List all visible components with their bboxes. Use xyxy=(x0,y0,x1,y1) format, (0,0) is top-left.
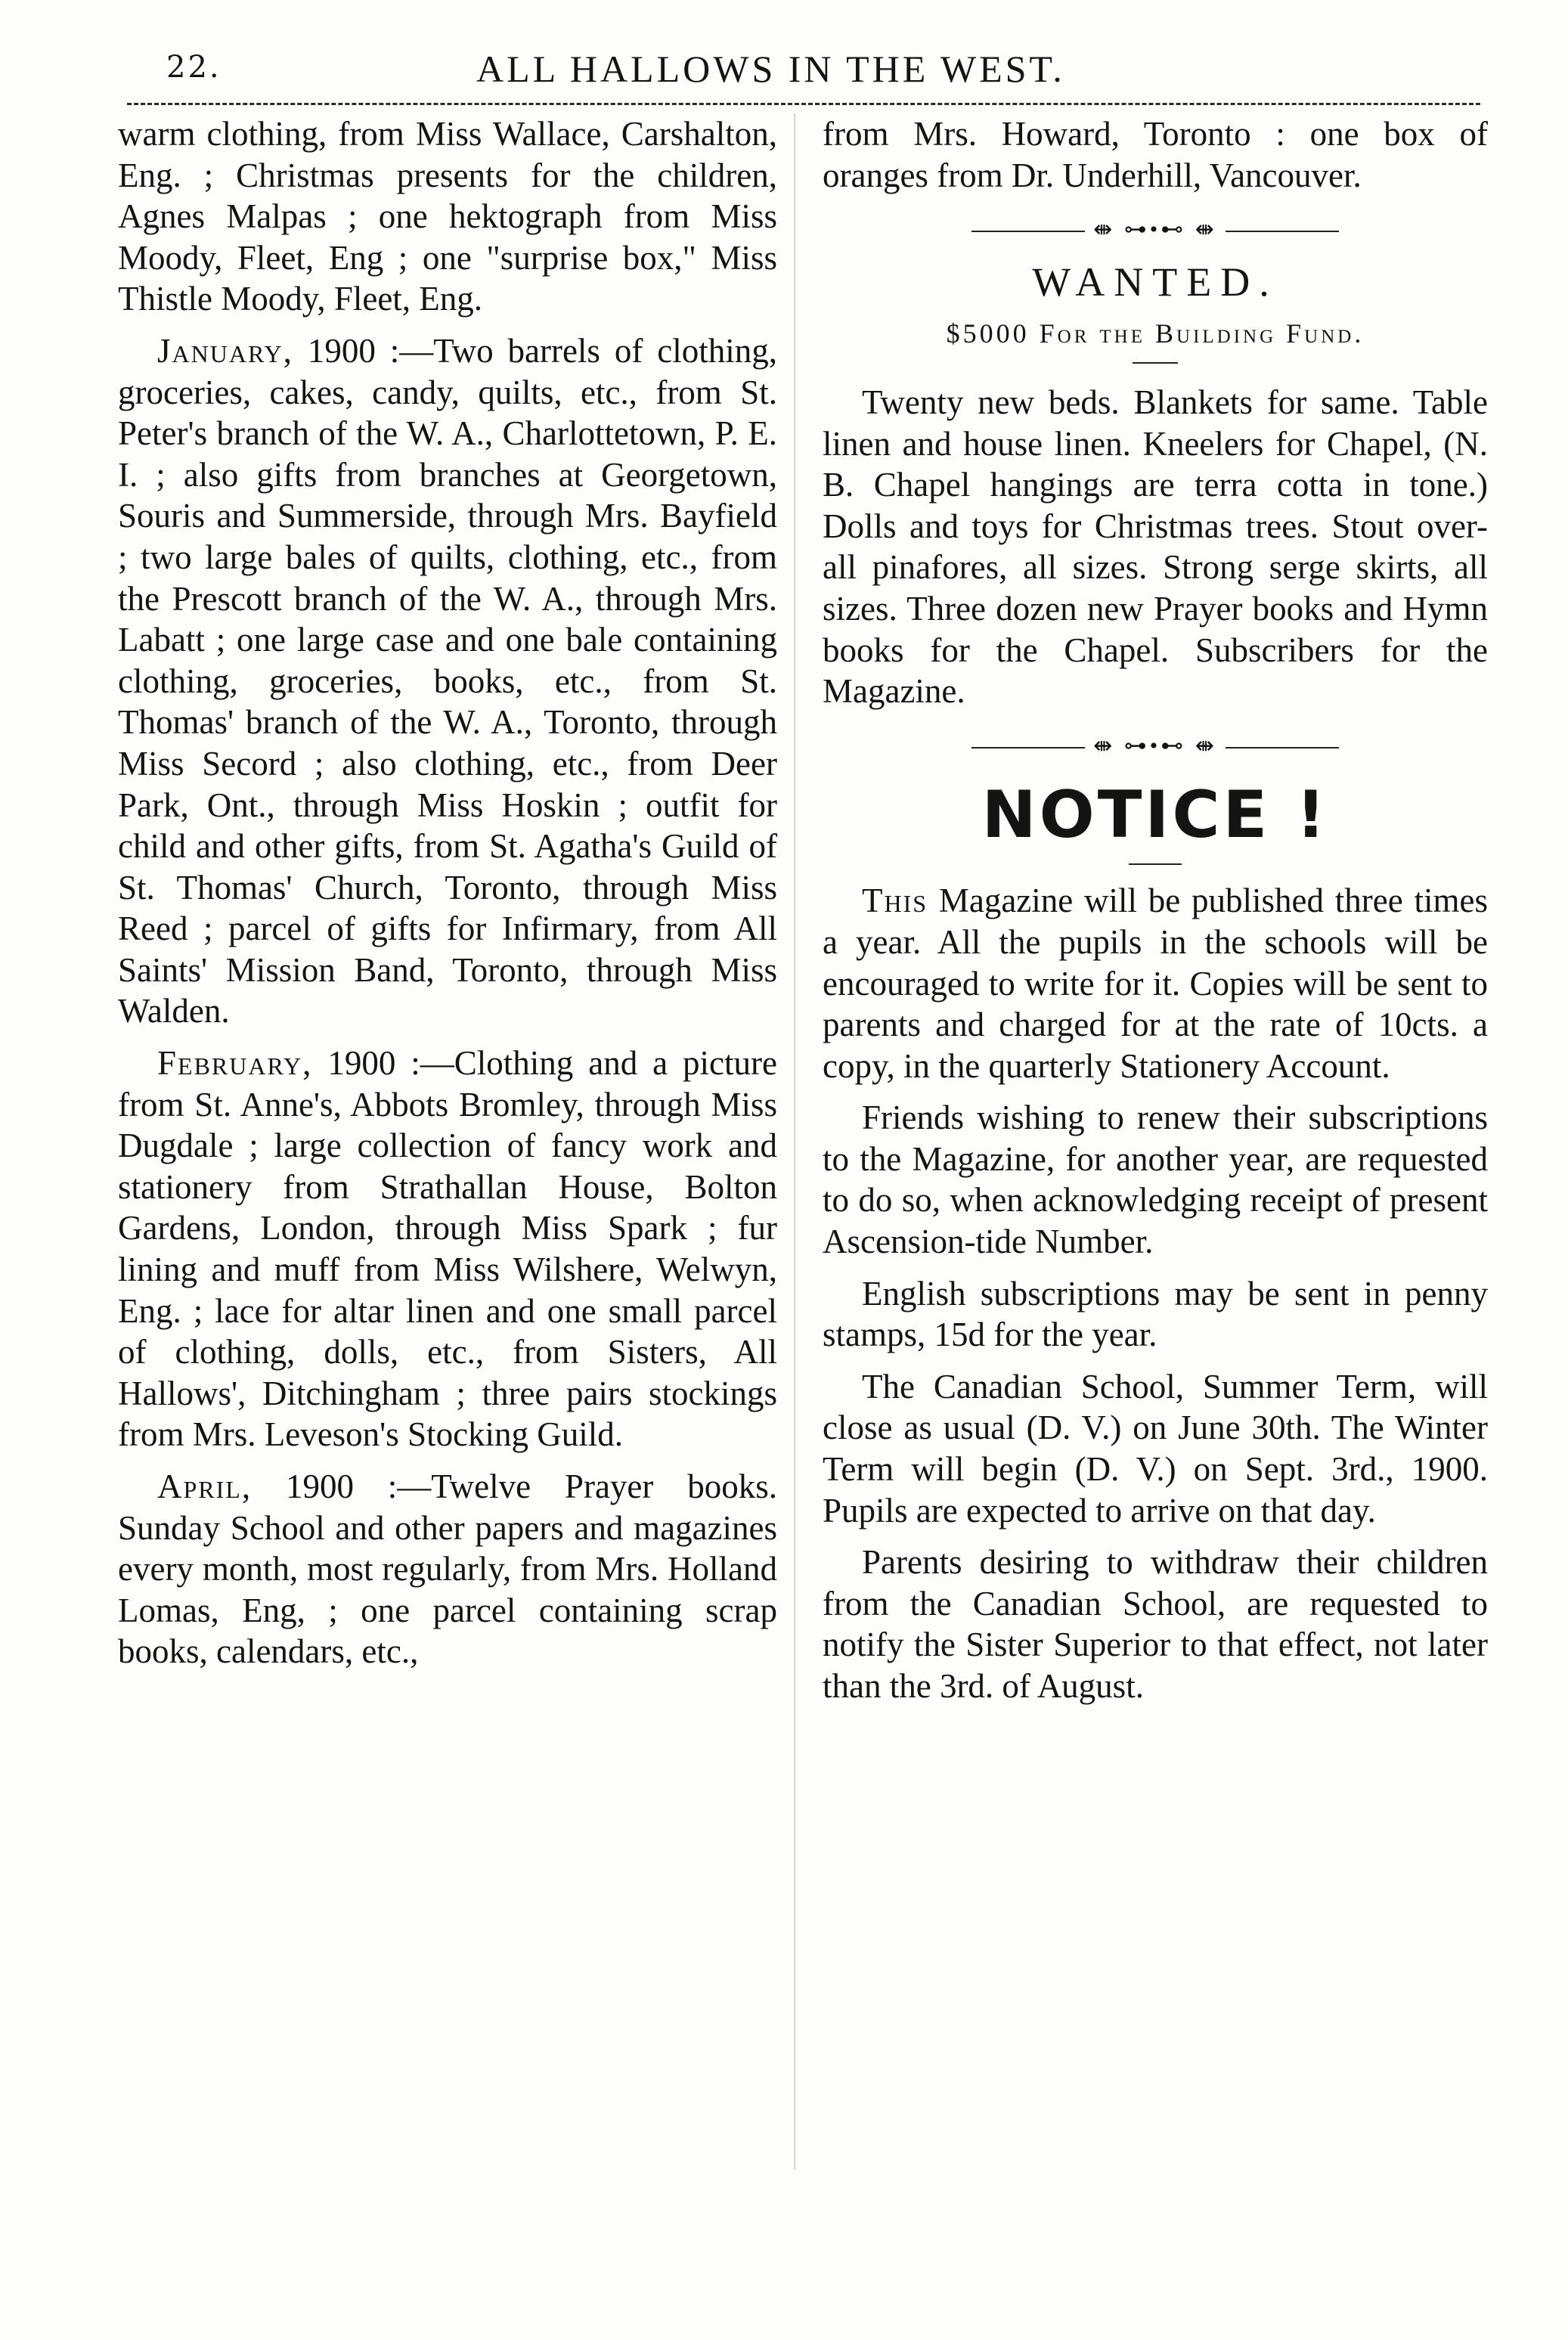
paragraph-january xyxy=(118,330,777,1032)
column-divider xyxy=(794,113,795,2170)
month-lead-april: April, xyxy=(157,1468,253,1505)
notice-rule xyxy=(1129,863,1182,865)
notice-paragraph-renew: Friends wishing to renew their subscriptions to the Magazine, for another year, are requested to do so, when acknowledging receipt of present Ascension-tide Number. xyxy=(823,1099,1488,1261)
page-header xyxy=(144,47,1474,92)
ornament-line xyxy=(971,231,1085,232)
running-title: ALL HALLOWS IN THE WEST. xyxy=(476,48,1065,90)
paragraph-donations-continued: warm clothing, from Miss Wallace, Carshalton, Eng. ; Christmas presents for the children, Agnes Malpas ; one hektograph from Miss Moody, Fleet, Eng ; one "surprise box," Miss Thistle Moody, Fleet, Eng. xyxy=(118,115,777,318)
paragraph-april xyxy=(118,1466,777,1672)
ornament-glyphs: ⇼ ⊶•⊷ ⇼ xyxy=(1093,217,1217,243)
wanted-subheading: $5000 For the Building Fund. xyxy=(946,318,1365,349)
notice-paragraph-magazine xyxy=(823,880,1488,1086)
page-number: 22. xyxy=(166,50,222,85)
header-rule xyxy=(127,103,1480,105)
notice-paragraph-magazine-body: Magazine will be published three times a year. All the pupils in the schools will be encouraged to write for it. Copies will be sent to parents and charged for at the rate of 10cts. a copy, in the quarterly Stationery Account. xyxy=(823,882,1488,1085)
month-lead-february: February, xyxy=(157,1044,313,1083)
paragraph-february xyxy=(118,1043,777,1455)
wanted-list: Twenty new beds. Blankets for same. Table linen and house linen. Kneelers for Chapel, (N. B. Chapel hangings are terra cotta in tone.) Dolls and toys for Christmas trees. Stout over-all pinafores, all sizes. Strong serge skirts, all sizes. Three dozen new Prayer books and Hymn books for the Chapel. Subscribers for the Magazine. xyxy=(823,383,1488,711)
left-column xyxy=(118,113,777,1683)
ornament-line xyxy=(1226,747,1339,748)
wanted-heading: WANTED. xyxy=(1032,259,1278,305)
ornament-divider-bottom xyxy=(823,726,1488,767)
notice-paragraph-english: English subscriptions may be sent in penny stamps, 15d for the year. xyxy=(823,1274,1488,1354)
paragraph-january-body: 1900 :—Two barrels of clothing, groceries, cakes, candy, quilts, etc., from St. Peter's branch of the W. A., Charlottetown, P. E. I. ; also gifts from branches at Georgetown, Souris and Summerside, through Mrs. Bayfield ; two large bales of quilts, clothing, etc., from the Prescott branch of the W. A., through Mrs. Labatt ; one large case and one bale containing clothing, groceries, books, etc., from St. Thomas' branch of the W. A., Toronto, through Miss Secord ; also clothing, etc., from Deer Park, Ont., through Miss Hoskin ; outfit for child and other gifts, from St. Agatha's Guild of St. Thomas' Church, Toronto, through Miss Reed ; parcel of gifts for Infirmary, from All Saints' Mission Band, Toronto, through Miss Walden. xyxy=(118,331,777,1031)
notice-heading: NOTICE ! xyxy=(981,777,1329,854)
notice-paragraph-withdraw: Parents desiring to withdraw their children from the Canadian School, are requested to notify the Sister Superior to that effect, not later than the 3rd. of August. xyxy=(823,1543,1488,1705)
ornament-divider-top xyxy=(823,209,1488,251)
ornament-line xyxy=(1226,231,1339,232)
short-rule xyxy=(1133,362,1178,364)
ornament-glyphs: ⇼ ⊶•⊷ ⇼ xyxy=(1093,733,1217,758)
month-lead-january: January, xyxy=(157,331,293,370)
notice-paragraph-term: The Canadian School, Summer Term, will close as usual (D. V.) on June 30th. The Winter Term will begin (D. V.) on Sept. 3rd., 1900. Pupils are expected to arrive on that day. xyxy=(823,1367,1488,1530)
right-column xyxy=(823,113,1488,1718)
paragraph-april-body: 1900 :—Twelve Prayer books. Sunday School and other papers and magazines every month, most regularly, from Mrs. Holland Lomas, Eng, ; one parcel containing scrap books, calendars, etc., xyxy=(118,1468,777,1671)
paragraph-february-body: 1900 :—Clothing and a picture from St. Anne's, Abbots Bromley, through Miss Dugdale ; large collection of fancy work and stationery from Strathallan House, Bolton Gardens, London, through Miss Spark ; fur lining and muff from Miss Wilshere, Welwyn, Eng. ; lace for altar linen and one small parcel of clothing, dolls, etc., from Sisters, All Hallows', Ditchingham ; three pairs stockings from Mrs. Leveson's Stocking Guild. xyxy=(118,1044,777,1454)
paragraph-donations-end: from Mrs. Howard, Toronto : one box of oranges from Dr. Underhill, Vancouver. xyxy=(823,115,1488,194)
ornament-line xyxy=(971,747,1085,748)
notice-lead-word: This xyxy=(862,882,928,920)
